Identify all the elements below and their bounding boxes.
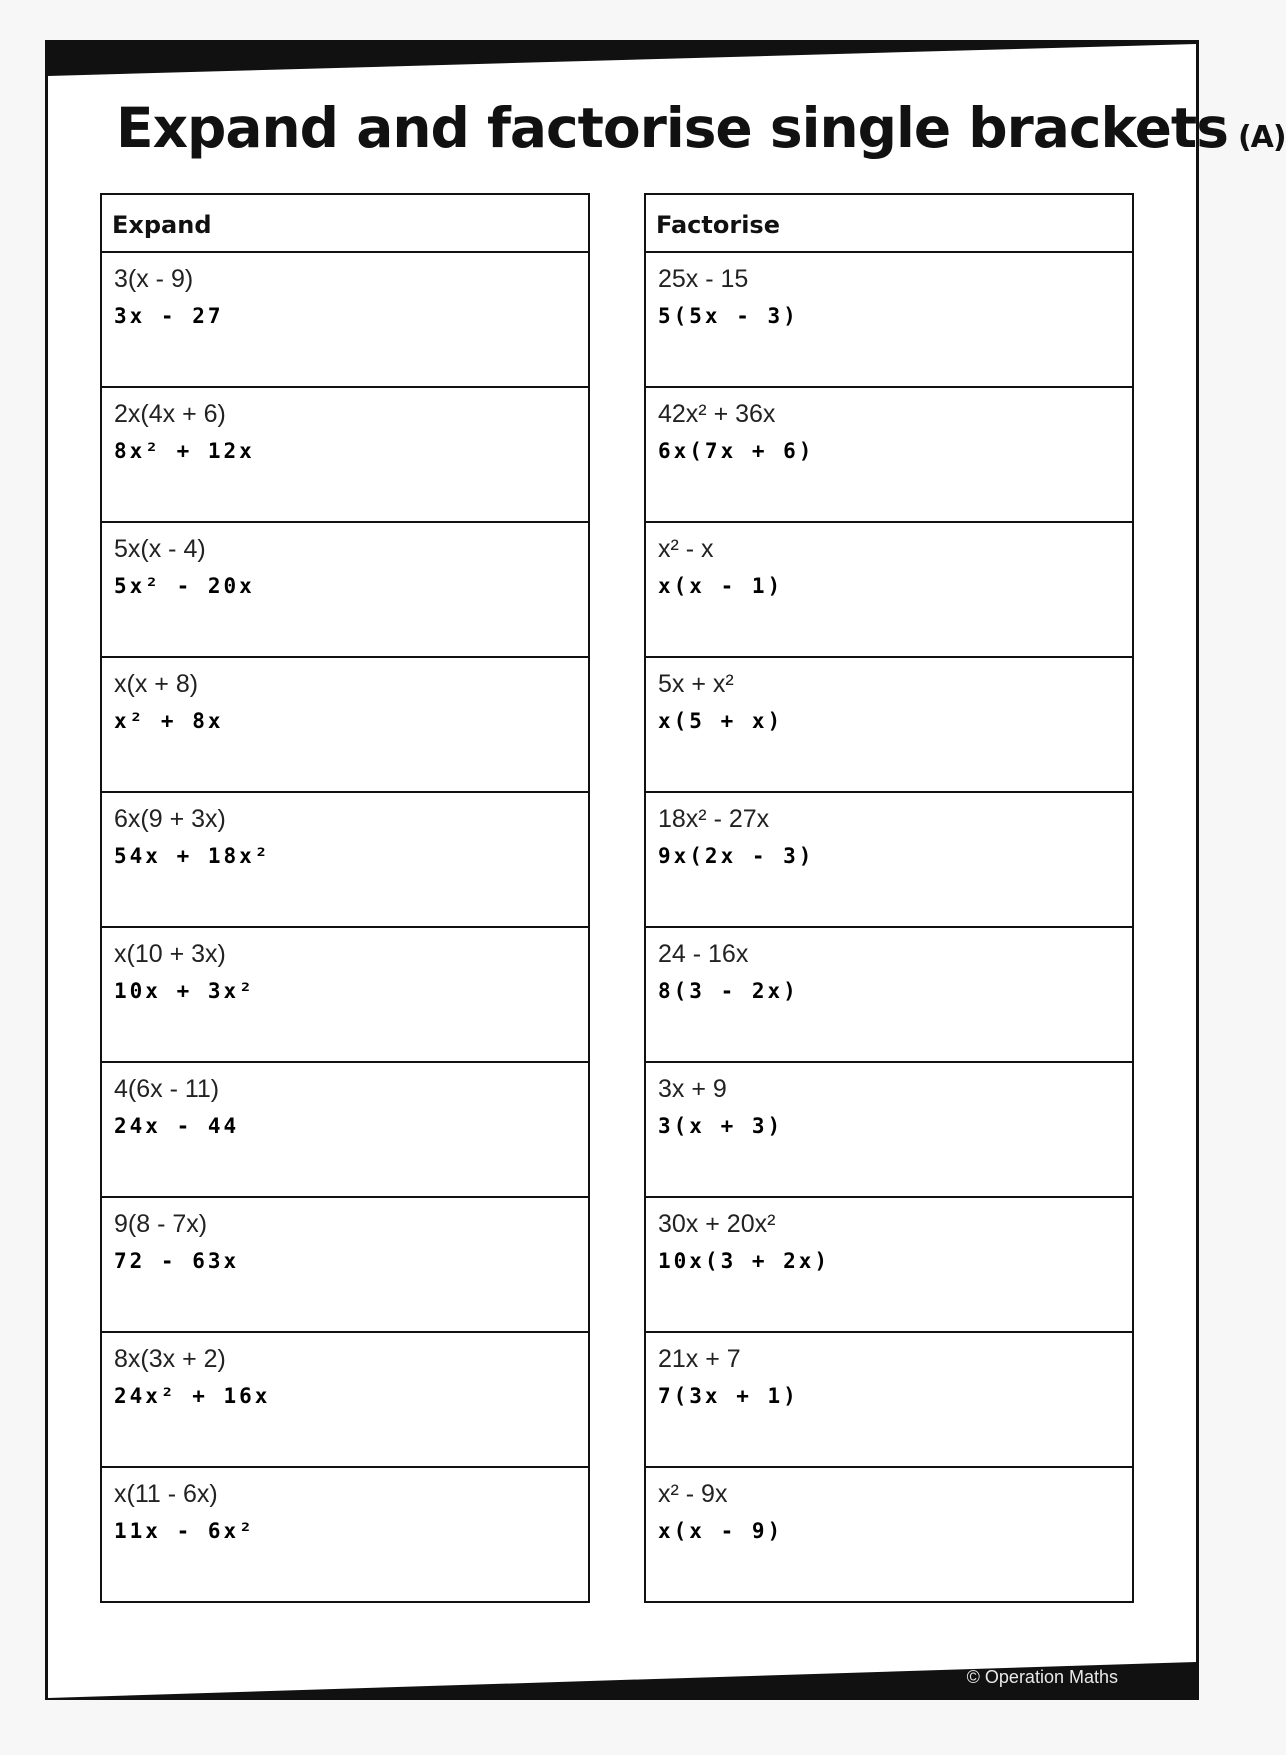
factorise-answer: 7(3x + 1) [658,1384,799,1408]
expand-answer: 54x + 18x² [114,844,271,868]
factorise-row [646,1063,1132,1198]
expand-row [102,928,588,1063]
expand-question: x(x + 8) [114,670,199,698]
top-black-band [48,40,1196,80]
expand-answer: 3x - 27 [114,304,224,328]
expand-answer: 24x² + 16x [114,1384,271,1408]
factorise-answer: x(x - 9) [658,1519,784,1543]
expand-header: Expand [102,195,588,253]
expand-question: 3(x - 9) [114,265,194,293]
factorise-question: x² - x [658,535,714,563]
factorise-row [646,1468,1132,1601]
factorise-question: 18x² - 27x [658,805,770,833]
factorise-row [646,658,1132,793]
expand-row [102,1198,588,1333]
factorise-row [646,1198,1132,1333]
factorise-question: 24 - 16x [658,940,749,968]
factorise-row [646,793,1132,928]
factorise-answer: 8(3 - 2x) [658,979,799,1003]
factorise-answer: 5(5x - 3) [658,304,799,328]
factorise-answer: 6x(7x + 6) [658,439,815,463]
factorise-row [646,523,1132,658]
expand-answer: 72 - 63x [114,1249,240,1273]
copyright-footer: © Operation Maths [966,1667,1118,1687]
expand-question: 5x(x - 4) [114,535,206,563]
expand-answer: 8x² + 12x [114,439,255,463]
expand-answer: 11x - 6x² [114,1519,255,1543]
expand-question: 4(6x - 11) [114,1075,220,1103]
factorise-header: Factorise [646,195,1132,253]
expand-row [102,793,588,928]
factorise-answer: x(x - 1) [658,574,784,598]
page-title-text: Expand and factorise single brackets [116,96,1228,160]
factorise-row [646,388,1132,523]
expand-row [102,253,588,388]
expand-row [102,388,588,523]
factorise-row [646,253,1132,388]
worksheet-page [45,40,1286,1700]
expand-row [102,523,588,658]
factorise-row [646,928,1132,1063]
factorise-row [646,1333,1132,1468]
expand-row [102,658,588,793]
factorise-question: 3x + 9 [658,1075,727,1103]
expand-panel [100,193,590,1603]
factorise-question: 5x + x² [658,670,734,698]
factorise-panel [644,193,1134,1603]
page-title [116,96,1286,160]
expand-answer: x² + 8x [114,709,224,733]
expand-question: x(11 - 6x) [114,1480,218,1508]
factorise-answer: 9x(2x - 3) [658,844,815,868]
expand-question: 8x(3x + 2) [114,1345,226,1373]
factorise-answer: x(5 + x) [658,709,784,733]
expand-row [102,1468,588,1601]
expand-question: 6x(9 + 3x) [114,805,226,833]
factorise-question: 42x² + 36x [658,400,776,428]
expand-question: 9(8 - 7x) [114,1210,208,1238]
factorise-question: 25x - 15 [658,265,749,293]
page-title-suffix: (A) [1237,120,1286,155]
factorise-question: 30x + 20x² [658,1210,776,1238]
factorise-answer: 3(x + 3) [658,1114,784,1138]
expand-answer: 10x + 3x² [114,979,255,1003]
expand-row [102,1063,588,1198]
expand-question: x(10 + 3x) [114,940,226,968]
factorise-question: 21x + 7 [658,1345,741,1373]
factorise-answer: 10x(3 + 2x) [658,1249,831,1273]
factorise-question: x² - 9x [658,1480,728,1508]
expand-answer: 24x - 44 [114,1114,240,1138]
expand-answer: 5x² - 20x [114,574,255,598]
expand-question: 2x(4x + 6) [114,400,226,428]
expand-row [102,1333,588,1468]
